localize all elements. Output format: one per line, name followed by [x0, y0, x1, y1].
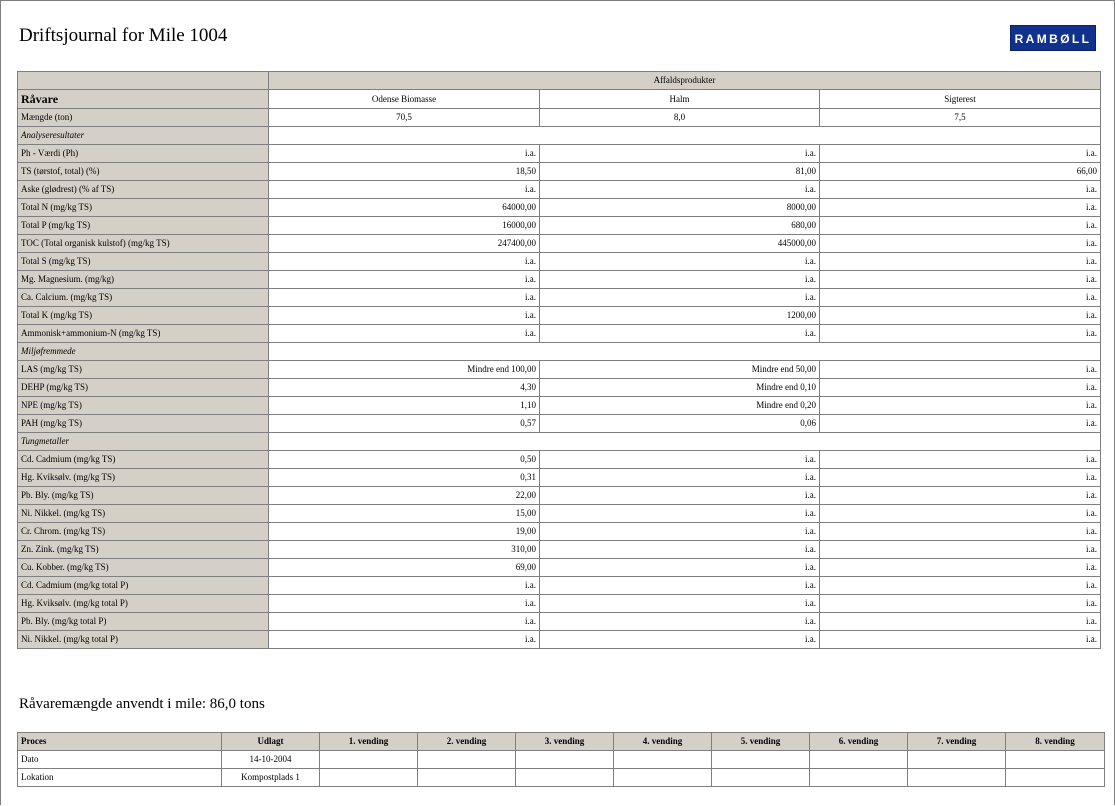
- row-label: TOC (Total organisk kulstof) (mg/kg TS): [18, 235, 268, 252]
- value-cell: i.a.: [540, 289, 819, 306]
- value-cell: i.a.: [540, 487, 819, 504]
- value-cell: i.a.: [540, 145, 819, 162]
- value-cell: i.a.: [269, 271, 539, 288]
- value-cell: i.a.: [540, 577, 819, 594]
- value-cell: i.a.: [820, 289, 1100, 306]
- table-row: [18, 487, 1100, 504]
- process-cell: [712, 751, 809, 768]
- table-row: [18, 361, 1100, 378]
- value-cell: 0,31: [269, 469, 539, 486]
- value-cell: i.a.: [820, 397, 1100, 414]
- value-cell: i.a.: [269, 631, 539, 648]
- amount-value: 70,5: [269, 109, 539, 126]
- process-cell: [908, 769, 1005, 786]
- table-row: [18, 595, 1100, 612]
- value-cell: i.a.: [540, 505, 819, 522]
- value-cell: i.a.: [269, 145, 539, 162]
- value-cell: 8000,00: [540, 199, 819, 216]
- value-cell: 15,00: [269, 505, 539, 522]
- row-label: Hg. Kviksølv. (mg/kg total P): [18, 595, 268, 612]
- row-label: Total S (mg/kg TS): [18, 253, 268, 270]
- row-label: Hg. Kviksølv. (mg/kg TS): [18, 469, 268, 486]
- value-cell: i.a.: [820, 415, 1100, 432]
- process-cell: [810, 769, 907, 786]
- process-column-header: 3. vending: [516, 733, 613, 750]
- value-cell: i.a.: [820, 487, 1100, 504]
- value-cell: 81,00: [540, 163, 819, 180]
- value-cell: i.a.: [820, 541, 1100, 558]
- table-row: [18, 631, 1100, 648]
- process-cell: [516, 751, 613, 768]
- table-row: [18, 451, 1100, 468]
- value-cell: i.a.: [269, 613, 539, 630]
- value-cell: i.a.: [540, 451, 819, 468]
- row-label: Ni. Nikkel. (mg/kg TS): [18, 505, 268, 522]
- table-row: [18, 217, 1100, 234]
- process-cell: [810, 751, 907, 768]
- table-row: [18, 397, 1100, 414]
- process-cell: [1006, 751, 1104, 768]
- value-cell: i.a.: [820, 253, 1100, 270]
- process-column-header: Udlagt: [222, 733, 319, 750]
- process-cell: [908, 751, 1005, 768]
- value-cell: i.a.: [820, 379, 1100, 396]
- value-cell: i.a.: [540, 559, 819, 576]
- process-cell: 14-10-2004: [222, 751, 319, 768]
- value-cell: Mindre end 50,00: [540, 361, 819, 378]
- header-blank-cell: [18, 72, 268, 89]
- value-cell: Mindre end 0,10: [540, 379, 819, 396]
- row-label: DEHP (mg/kg TS): [18, 379, 268, 396]
- section-heading: Miljøfremmede: [18, 343, 268, 360]
- value-cell: i.a.: [540, 541, 819, 558]
- value-cell: i.a.: [820, 469, 1100, 486]
- value-cell: 16000,00: [269, 217, 539, 234]
- value-cell: i.a.: [269, 325, 539, 342]
- row-label: Cr. Chrom. (mg/kg TS): [18, 523, 268, 540]
- value-cell: 310,00: [269, 541, 539, 558]
- process-column-header: 7. vending: [908, 733, 1005, 750]
- table-row: [18, 253, 1100, 270]
- table-row: [18, 235, 1100, 252]
- process-column-header: Proces: [18, 733, 221, 750]
- process-cell: [516, 769, 613, 786]
- table-row: [18, 505, 1100, 522]
- section-blank-cell: [269, 127, 1100, 144]
- table-row: [18, 541, 1100, 558]
- value-cell: 0,50: [269, 451, 539, 468]
- amount-value: 7,5: [820, 109, 1100, 126]
- value-cell: 445000,00: [540, 235, 819, 252]
- process-column-header: 6. vending: [810, 733, 907, 750]
- value-cell: 0,06: [540, 415, 819, 432]
- value-cell: i.a.: [269, 253, 539, 270]
- value-cell: 69,00: [269, 559, 539, 576]
- value-cell: 680,00: [540, 217, 819, 234]
- value-cell: i.a.: [820, 631, 1100, 648]
- row-label: Mg. Magnesium. (mg/kg): [18, 271, 268, 288]
- row-label: Ph - Værdi (Ph): [18, 145, 268, 162]
- value-cell: 247400,00: [269, 235, 539, 252]
- value-cell: 18,50: [269, 163, 539, 180]
- amount-label: Mængde (ton): [18, 109, 268, 126]
- value-cell: i.a.: [540, 631, 819, 648]
- value-cell: 1200,00: [540, 307, 819, 324]
- process-row-label: Lokation: [18, 769, 221, 786]
- value-cell: i.a.: [820, 325, 1100, 342]
- row-label: Cu. Kobber. (mg/kg TS): [18, 559, 268, 576]
- value-cell: i.a.: [269, 595, 539, 612]
- value-cell: i.a.: [820, 595, 1100, 612]
- table-row: [18, 145, 1100, 162]
- table-row: [18, 325, 1100, 342]
- value-cell: 22,00: [269, 487, 539, 504]
- value-cell: 1,10: [269, 397, 539, 414]
- value-cell: i.a.: [540, 271, 819, 288]
- table-row: [18, 559, 1100, 576]
- row-label: Ni. Nikkel. (mg/kg total P): [18, 631, 268, 648]
- row-label: Total N (mg/kg TS): [18, 199, 268, 216]
- process-cell: [1006, 769, 1104, 786]
- value-cell: i.a.: [269, 577, 539, 594]
- process-cell: [418, 769, 515, 786]
- value-cell: i.a.: [540, 181, 819, 198]
- process-cell: [614, 769, 711, 786]
- value-cell: i.a.: [820, 199, 1100, 216]
- section-blank-cell: [269, 343, 1100, 360]
- row-label: Zn. Zink. (mg/kg TS): [18, 541, 268, 558]
- process-cell: [418, 751, 515, 768]
- value-cell: i.a.: [820, 361, 1100, 378]
- process-cell: [320, 751, 417, 768]
- process-column-header: 2. vending: [418, 733, 515, 750]
- table-row: [18, 307, 1100, 324]
- row-label: Ca. Calcium. (mg/kg TS): [18, 289, 268, 306]
- process-column-header: 5. vending: [712, 733, 809, 750]
- section-heading: Analyseresultater: [18, 127, 268, 144]
- table-row: [18, 523, 1100, 540]
- value-cell: i.a.: [820, 451, 1100, 468]
- value-cell: 4,30: [269, 379, 539, 396]
- table-row: [18, 469, 1100, 486]
- value-cell: i.a.: [269, 181, 539, 198]
- value-cell: Mindre end 100,00: [269, 361, 539, 378]
- process-cell: [712, 769, 809, 786]
- value-cell: i.a.: [540, 325, 819, 342]
- process-cell: Kompostplads 1: [222, 769, 319, 786]
- row-label: TS (tørstof, total) (%): [18, 163, 268, 180]
- row-label: Aske (glødrest) (% af TS): [18, 181, 268, 198]
- section-heading: Tungmetaller: [18, 433, 268, 450]
- value-cell: i.a.: [820, 181, 1100, 198]
- value-cell: i.a.: [540, 613, 819, 630]
- value-cell: i.a.: [540, 523, 819, 540]
- raw-material-summary: Råvaremængde anvendt i mile: 86,0 tons: [19, 696, 265, 712]
- value-cell: i.a.: [820, 271, 1100, 288]
- value-cell: i.a.: [820, 145, 1100, 162]
- column-header: Halm: [540, 90, 819, 108]
- process-column-header: 1. vending: [320, 733, 417, 750]
- value-cell: i.a.: [820, 577, 1100, 594]
- process-column-header: 4. vending: [614, 733, 711, 750]
- value-cell: i.a.: [269, 307, 539, 324]
- value-cell: i.a.: [820, 559, 1100, 576]
- table-row: [18, 289, 1100, 306]
- process-row: [18, 769, 1104, 786]
- value-cell: i.a.: [820, 613, 1100, 630]
- row-label: Pb. Bly. (mg/kg total P): [18, 613, 268, 630]
- value-cell: Mindre end 0,20: [540, 397, 819, 414]
- row-label: PAH (mg/kg TS): [18, 415, 268, 432]
- value-cell: i.a.: [540, 595, 819, 612]
- table-row: [18, 163, 1100, 180]
- value-cell: 0,57: [269, 415, 539, 432]
- row-label: NPE (mg/kg TS): [18, 397, 268, 414]
- value-cell: i.a.: [540, 469, 819, 486]
- analysis-table: [17, 71, 1101, 649]
- value-cell: i.a.: [820, 523, 1100, 540]
- row-label: LAS (mg/kg TS): [18, 361, 268, 378]
- process-column-header: 8. vending: [1006, 733, 1104, 750]
- table-row: [18, 271, 1100, 288]
- value-cell: 64000,00: [269, 199, 539, 216]
- table-row: [18, 415, 1100, 432]
- process-row-label: Dato: [18, 751, 221, 768]
- row-label: Ammonisk+ammonium-N (mg/kg TS): [18, 325, 268, 342]
- value-cell: i.a.: [540, 253, 819, 270]
- row-label: Total K (mg/kg TS): [18, 307, 268, 324]
- section-blank-cell: [269, 433, 1100, 450]
- value-cell: i.a.: [820, 505, 1100, 522]
- row-label: Cd. Cadmium (mg/kg total P): [18, 577, 268, 594]
- row-label: Cd. Cadmium (mg/kg TS): [18, 451, 268, 468]
- amount-value: 8,0: [540, 109, 819, 126]
- value-cell: 66,00: [820, 163, 1100, 180]
- process-row: [18, 751, 1104, 768]
- value-cell: 19,00: [269, 523, 539, 540]
- value-cell: i.a.: [820, 307, 1100, 324]
- row-label: Pb. Bly. (mg/kg TS): [18, 487, 268, 504]
- group-header: Affaldsprodukter: [269, 72, 1100, 89]
- table-row: [18, 379, 1100, 396]
- table-row: [18, 181, 1100, 198]
- column-header: Odense Biomasse: [269, 90, 539, 108]
- row-label: Total P (mg/kg TS): [18, 217, 268, 234]
- value-cell: i.a.: [820, 235, 1100, 252]
- process-cell: [614, 751, 711, 768]
- table-row: [18, 577, 1100, 594]
- ramboll-logo: RAMBØLL: [1010, 25, 1096, 51]
- value-cell: i.a.: [269, 289, 539, 306]
- ravare-label: Råvare: [18, 90, 268, 108]
- value-cell: i.a.: [820, 217, 1100, 234]
- process-table: [17, 732, 1105, 787]
- process-cell: [320, 769, 417, 786]
- column-header: Sigterest: [820, 90, 1100, 108]
- table-row: [18, 199, 1100, 216]
- table-row: [18, 613, 1100, 630]
- page-title: Driftsjournal for Mile 1004: [19, 25, 228, 46]
